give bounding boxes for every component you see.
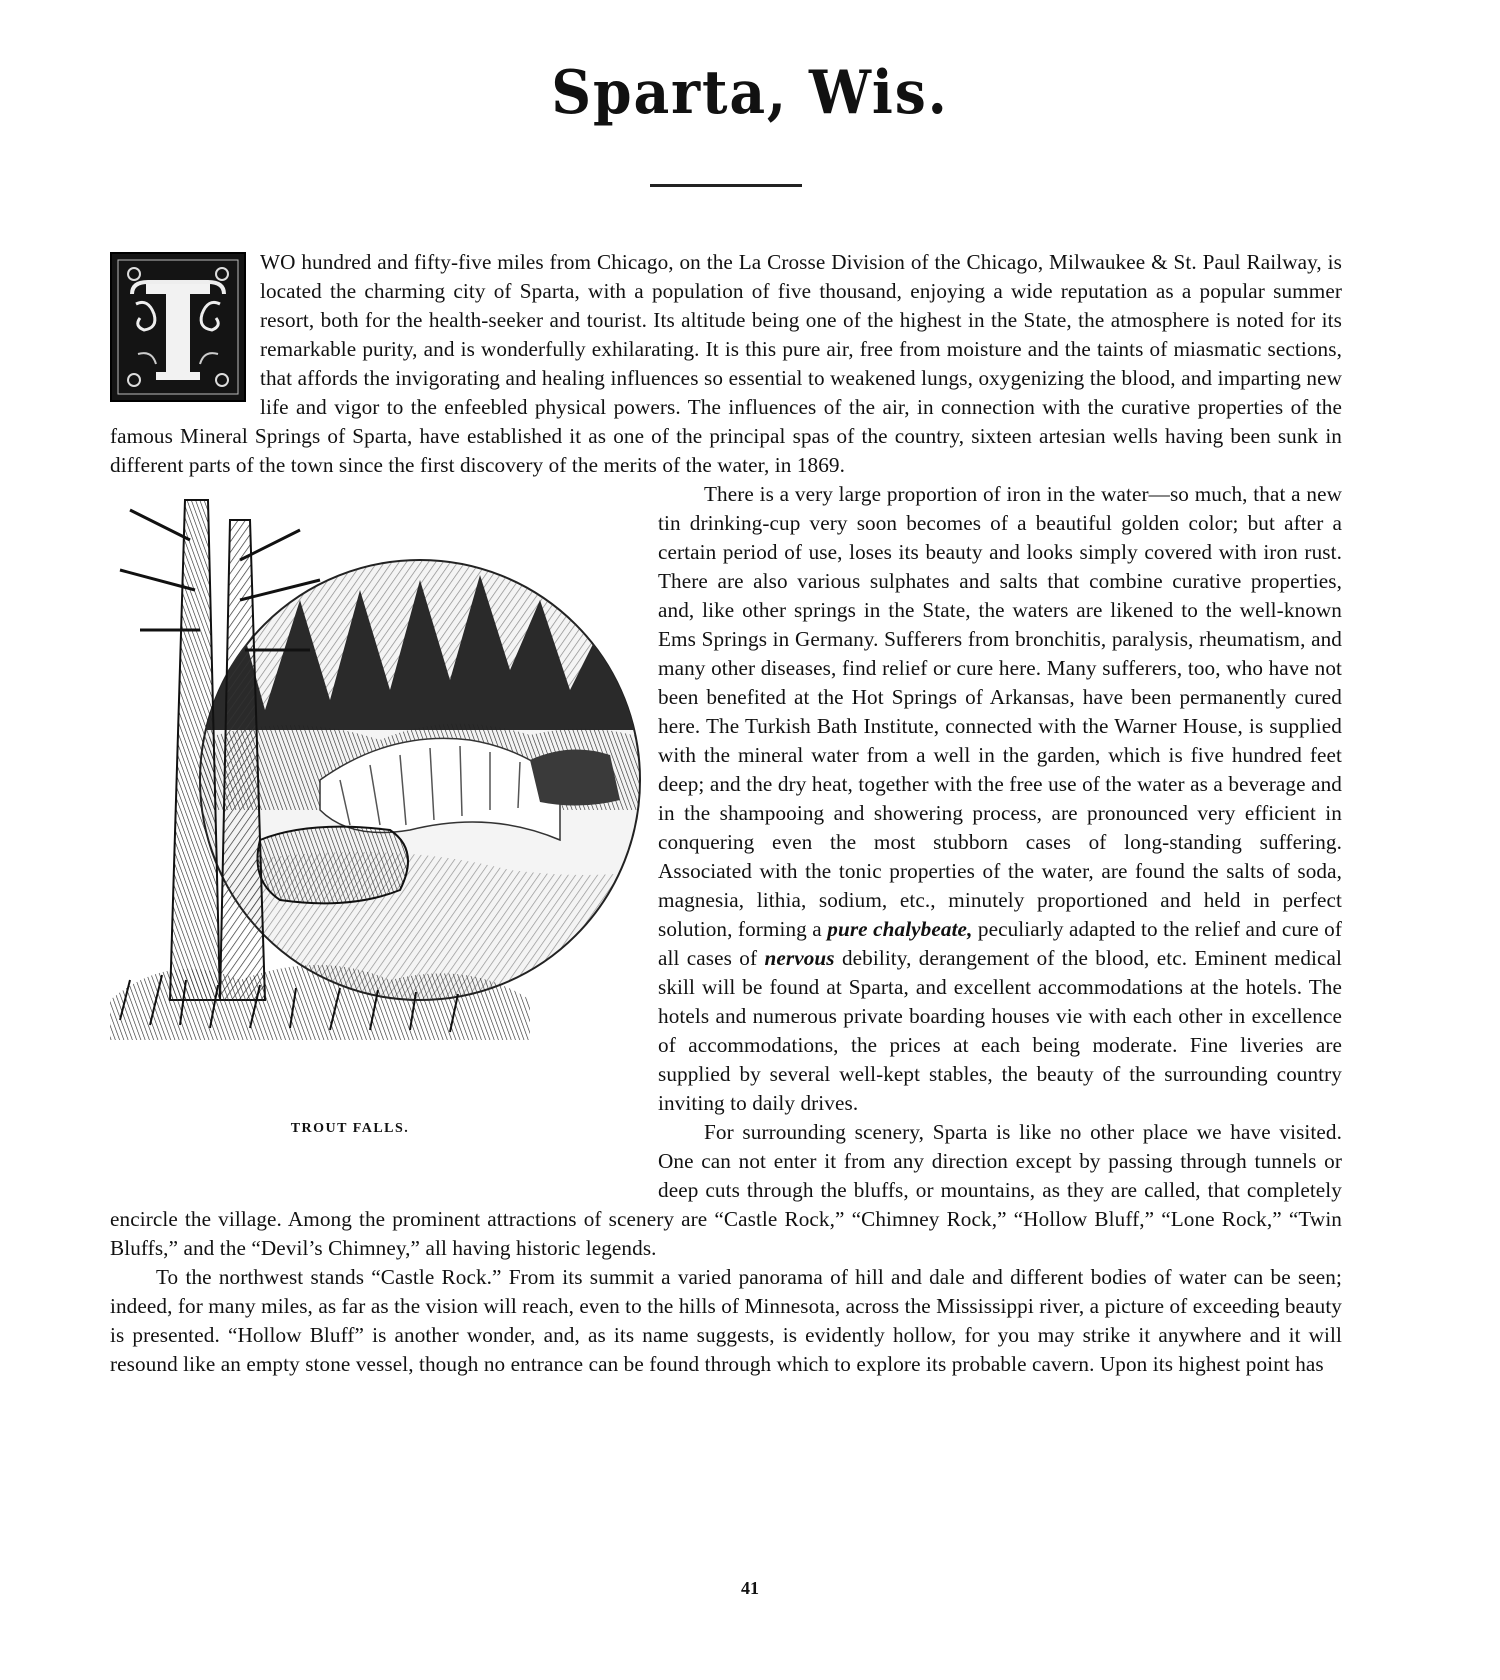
article-body <box>110 248 1342 1379</box>
illustration-caption: TROUT FALLS. <box>290 1121 410 1136</box>
paragraph-1 <box>110 248 1342 480</box>
trout-falls-engraving-icon <box>90 480 646 1110</box>
paragraph-3: For surrounding scenery, Sparta is like no other place we have visited. One can not enter it from any direction except by passing through tunnels or deep cuts through the bluffs, or mountains, as they are called, that completely encircle the village. Among the prominent attractions of scenery are “Castle Rock,” “Chimney Rock,” “Hollow Bluff,” “Lone Rock,” “Twin Bluffs,” and the “Devil’s Chimney,” all having historic legends. <box>110 1120 1342 1260</box>
page-title: Sparta, Wis. <box>551 58 949 128</box>
paragraph-2-text-c: debility, derangement of the blood, etc. Eminent medical skill will be found at Sparta, and excellent accommodations at the hotels. The hotels and numerous private boarding houses vie with each other in excellence of accommodations, the prices at each being moderate. Fine liveries are supplied by several well-kept stables, the beauty of the surrounding country inviting to daily drives. <box>658 946 1342 1115</box>
dropcap-ornament-icon <box>112 254 244 400</box>
paragraph-4: To the northwest stands “Castle Rock.” From its summit a varied panorama of hill and dale and different bodies of water can be seen; indeed, for many miles, as far as the vision will reach, even to the hills of Minnesota, across the Mississippi river, a picture of exceeding beauty is presented. “Hollow Bluff” is another wonder, and, as its name suggests, is evidently hollow, for you may strike it anywhere and it will resound like an empty stone vessel, though no entrance can be found through which to explore its probable cavern. Upon its highest point has <box>110 1265 1342 1376</box>
title-rule <box>650 184 802 187</box>
trout-falls-illustration <box>90 480 646 1180</box>
paragraph-2-text-b: peculiarly adapted to the relief and cure of all cases of <box>658 917 1342 970</box>
emphasis-pure-chalybeate: pure chalybeate, <box>827 917 973 941</box>
paragraph-1-text: WO hundred and fifty-five miles from Chicago, on the La Crosse Division of the Chicago, Milwaukee & St. Paul Railway, is located the charming city of Sparta, with a population of five thousand, enjoying a wide reputation as a popular summer resort, both for the health-seeker and tourist. Its altitude being one of the highest in the State, the atmosphere is noted for its remarkable purity, and is wonderfully exhilarating. It is this pure air, free from moisture and the taints of miasmatic sections, that affords the invigorating and healing influences so essential to weakened lungs, oxygenizing the blood, and imparting new life and vigor to the enfeebled physical powers. The influences of the air, in connection with the curative properties of the famous Mineral Springs of Sparta, have established it as one of the principal spas of the country, sixteen artesian wells having been sunk in different parts of the town since the first discovery of the merits of the water, in 1869. <box>110 250 1342 477</box>
page-number: 41 <box>741 1578 759 1598</box>
paragraph-2-text-a: There is a very large proportion of iron in the water—so much, that a new tin drinking-cup very soon becomes of a beautiful golden color; but after a certain period of use, loses its beauty and looks simply covered with iron rust. There are also various sulphates and salts that combine curative properties, and, like other springs in the State, the waters are likened to the well-known Ems Springs in Germany. Sufferers from bronchitis, paralysis, rheumatism, and many other diseases, find relief or cure here. Many sufferers, too, who have not been benefited at the Hot Springs of Arkansas, have been permanently cured here. The Turkish Bath Institute, connected with the Warner House, is supplied with the mineral water from a well in the garden, which is five hundred feet deep; and the dry heat, together with the free use of the water as a beverage and in the shampooing and showering process, are pronounced very efficient in conquering even the most stubborn cases of long-standing suffering. Associated with the tonic properties of the water, are found the salts of soda, magnesia, lithia, sodium, etc., minutely proportioned and held in perfect solution, forming a <box>658 482 1342 941</box>
ornamental-dropcap <box>110 252 246 402</box>
emphasis-nervous: nervous <box>764 946 835 970</box>
